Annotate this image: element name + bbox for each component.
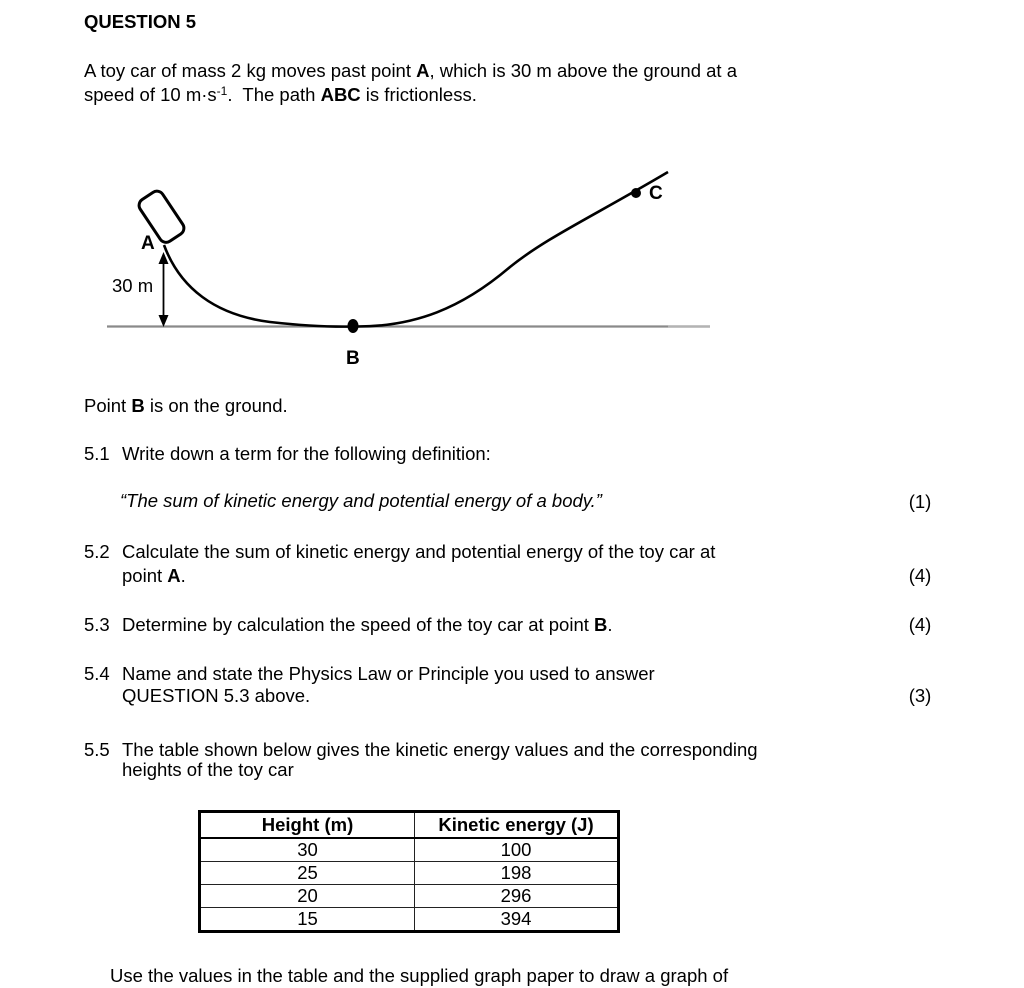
text-segment: “The sum of kinetic energy and potential energy of a body.” [120, 490, 602, 511]
table-cell: 15 [200, 908, 415, 932]
text-segment: A [416, 60, 430, 81]
point-c-dot [631, 188, 641, 198]
intro-line-2 [84, 83, 477, 107]
text-segment: , which is 30 m above the ground at a [429, 60, 737, 81]
question-5-1-marks: (1) [908, 491, 932, 512]
question-5-3-number: 5.3 [84, 614, 110, 635]
question-5-2-number: 5.2 [84, 541, 110, 562]
point-a-label: A [141, 233, 155, 254]
table-row [200, 885, 619, 908]
text-segment: The table shown below gives the kinetic energy values and the corresponding [122, 739, 758, 760]
text-segment: . The path [227, 84, 321, 105]
text-segment: Calculate the sum of kinetic energy and potential energy of the toy car at [122, 541, 716, 562]
question-5-4-marks: (3) [908, 685, 932, 706]
text-segment: A toy car of mass 2 kg moves past point [84, 60, 417, 81]
question-5-3-marks: (4) [908, 614, 932, 635]
text-segment: is frictionless. [360, 84, 477, 105]
text-segment: Determine by calculation the speed of the toy car at point [122, 614, 595, 635]
text-segment: Name and state the Physics Law or Principle you used to answer [122, 663, 655, 684]
question-5-5-number: 5.5 [84, 739, 110, 760]
energy-table-header-row [200, 812, 619, 839]
question-5-4-text-line-1 [122, 662, 655, 686]
text-segment: QUESTION 5.3 above. [122, 685, 311, 706]
table-cell: 100 [415, 838, 619, 862]
question-title: QUESTION 5 [84, 11, 197, 32]
table-row [200, 862, 619, 885]
point-c-label: C [649, 183, 663, 204]
question-5-4-text-line-2 [122, 684, 310, 708]
text-segment: heights of the toy car [122, 759, 294, 780]
intro-line-1 [84, 59, 737, 83]
text-segment: . [607, 614, 613, 635]
bottom-cutoff-text: Use the values in the table and the supplied graph paper to draw a graph of [110, 965, 729, 986]
text-segment: A [167, 565, 181, 586]
table-row [200, 838, 619, 862]
text-segment: . [180, 565, 186, 586]
track-curve [164, 172, 668, 327]
energy-table-body [200, 838, 619, 932]
point-b-statement [84, 394, 288, 418]
table-row [200, 908, 619, 932]
question-5-5-text-line-2 [122, 758, 294, 782]
table-header-kinetic-energy: Kinetic energy (J) [415, 812, 619, 839]
question-5-3-text [122, 613, 613, 637]
question-5-2-text-line-2 [122, 564, 186, 588]
table-header-height: Height (m) [200, 812, 415, 839]
height-label: 30 m [112, 275, 154, 296]
question-5-4-number: 5.4 [84, 663, 110, 684]
text-segment: speed of 10 m·s [84, 84, 217, 105]
text-segment: Point [84, 395, 132, 416]
question-5-1-text [122, 442, 491, 466]
question-5-2-text-line-1 [122, 540, 715, 564]
table-cell: 25 [200, 862, 415, 885]
question-5-1-definition [120, 489, 602, 513]
table-cell: 394 [415, 908, 619, 932]
table-cell: 296 [415, 885, 619, 908]
point-b-dot [348, 319, 359, 333]
table-cell: 30 [200, 838, 415, 862]
text-segment: B [594, 614, 608, 635]
point-b-label: B [346, 348, 360, 369]
table-cell: 20 [200, 885, 415, 908]
path-diagram [0, 140, 760, 380]
text-segment: B [131, 395, 145, 416]
text-segment: Write down a term for the following definition: [122, 443, 491, 464]
text-segment: is on the ground. [144, 395, 288, 416]
height-arrow-head-down [159, 315, 169, 327]
table-cell: 198 [415, 862, 619, 885]
question-5-1-number: 5.1 [84, 443, 110, 464]
question-5-2-marks: (4) [908, 565, 932, 586]
text-segment: -1 [216, 84, 228, 98]
energy-table [198, 810, 620, 933]
text-segment: point [122, 565, 168, 586]
text-segment: ABC [320, 84, 361, 105]
